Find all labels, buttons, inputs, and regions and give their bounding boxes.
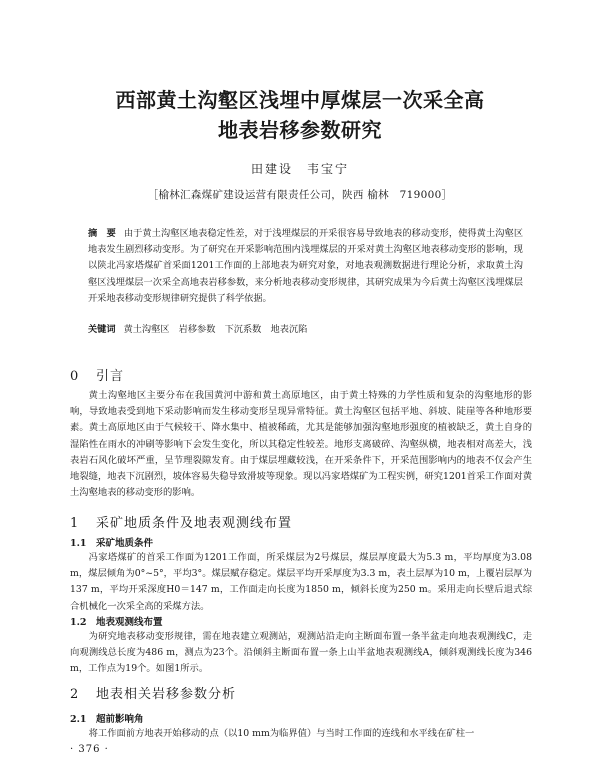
- section-heading-1: [70, 512, 292, 531]
- subsection-heading-1-2: [70, 614, 163, 628]
- authors: 田建设 韦宝宁: [250, 162, 349, 176]
- subsection-title: 地表观测线布置: [96, 617, 163, 628]
- section-heading-2: [70, 683, 236, 702]
- section-number: 2: [70, 687, 80, 702]
- section-title: 地表相关岩移参数分析: [96, 687, 237, 702]
- keywords-text: 黄土沟壑区 岩移参数 下沉系数 地表沉陷: [123, 324, 308, 335]
- abstract: [88, 226, 523, 307]
- section-number: 0: [70, 369, 80, 384]
- subsection-number: 2.1: [70, 714, 87, 725]
- paragraph-1-2: 为研究地表移动变形规律，需在地表建立观测站，观测站沿走向主断面布置一条半盆走向地表观测线C，走向观测线总长度为486 m，测点为23个。沿倾斜主断面布置一条上山半盆地表观测线A，倾斜观测线长度为346 m，工作点为19个。如图1所示。: [70, 631, 532, 675]
- keywords: [88, 322, 523, 338]
- keywords-label: 关键词: [88, 324, 116, 335]
- affiliation: ［榆林汇森煤矿建设运营有限责任公司，陕西 榆林 719000］: [147, 189, 453, 201]
- subsection-title: 采矿地质条件: [96, 538, 154, 549]
- subsection-title: 超前影响角: [96, 714, 144, 725]
- paragraph-1-1: 冯家塔煤矿的首采工作面为1201工作面，所采煤层为2号煤层，煤层厚度最大为5.3 m，平均厚度为3.08 m，煤层倾角为0°~5°，平均3°。煤层赋存稳定。煤层平均开采厚度为3.3 m，表土层厚为10 m，上覆岩层厚为137 m，平均开采深度H0＝147 m，工作面走向长度为1850 m，倾斜长度为250 m。采用走向长壁后退式综合机械化一次采全高的采煤方法。: [70, 552, 532, 612]
- abstract-label: 摘 要: [88, 228, 116, 239]
- paper-title-line2: 地表岩移参数研究: [218, 118, 382, 142]
- section-title: 采矿地质条件及地表观测线布置: [96, 516, 293, 531]
- paragraph-2-1: 将工作面前方地表开始移动的点（以10 mm为临界值）与当时工作面的连线和水平线在矿柱一: [88, 728, 475, 739]
- subsection-number: 1.2: [70, 617, 87, 628]
- abstract-text: 由于黄土沟壑区地表稳定性差，对于浅埋煤层的开采很容易导致地表的移动变形，使得黄土沟壑区地表发生剧烈移动变形。为了研究在开采影响范围内浅埋煤层的开采对黄土沟壑区地表移动变形的影响，现以陕北冯家塔煤矿首采面1201工作面的上部地表为研究对象，对地表观测数据进行理论分析，求取黄土沟壑区浅埋煤层一次采全高地表岩移参数，来分析地表移动变形规律，其研究成果为今后黄土沟壑区浅埋煤层开采地表移动变形规律研究提供了科学依据。: [88, 228, 524, 304]
- paragraph-intro: 黄土沟壑地区主要分布在我国黄河中游和黄土高原地区，由于黄土特殊的力学性质和复杂的沟壑地形的影响，导致地表受到地下采动影响而发生移动变形呈现异常特征。黄土沟壑区包括平地、斜坡、陡崖等各种地形要素。黄土高原地区由于气候较干、降水集中、植被稀疏，尤其是能够加强沟壑地形强度的植被缺乏，黄土自身的湿陷性在雨水的冲刷等影响下会发生变化，所以其稳定性较差。地形支离破碎、沟壑纵横，地表相对高差大，浅表岩石风化破坏严重，呈节理裂隙发育。由于煤层埋藏较浅，在开采条件下，开采范围影响内的地表不仅会产生地裂缝，地表下沉剧烈，坡体容易失稳导致滑坡等现象。现以冯家塔煤矿为工程实例，研究1201首采工作面对黄土沟壑地表的移动变形的影响。: [70, 390, 532, 499]
- subsection-number: 1.1: [70, 538, 87, 549]
- paper-title-line1: 西部黄土沟壑区浅埋中厚煤层一次采全高: [115, 88, 485, 112]
- page-number: · 376 ·: [70, 744, 109, 755]
- subsection-heading-1-1: [70, 535, 153, 549]
- section-title: 引言: [96, 369, 125, 384]
- section-number: 1: [70, 516, 80, 531]
- subsection-heading-2-1: [70, 711, 144, 725]
- section-heading-intro: [70, 365, 124, 384]
